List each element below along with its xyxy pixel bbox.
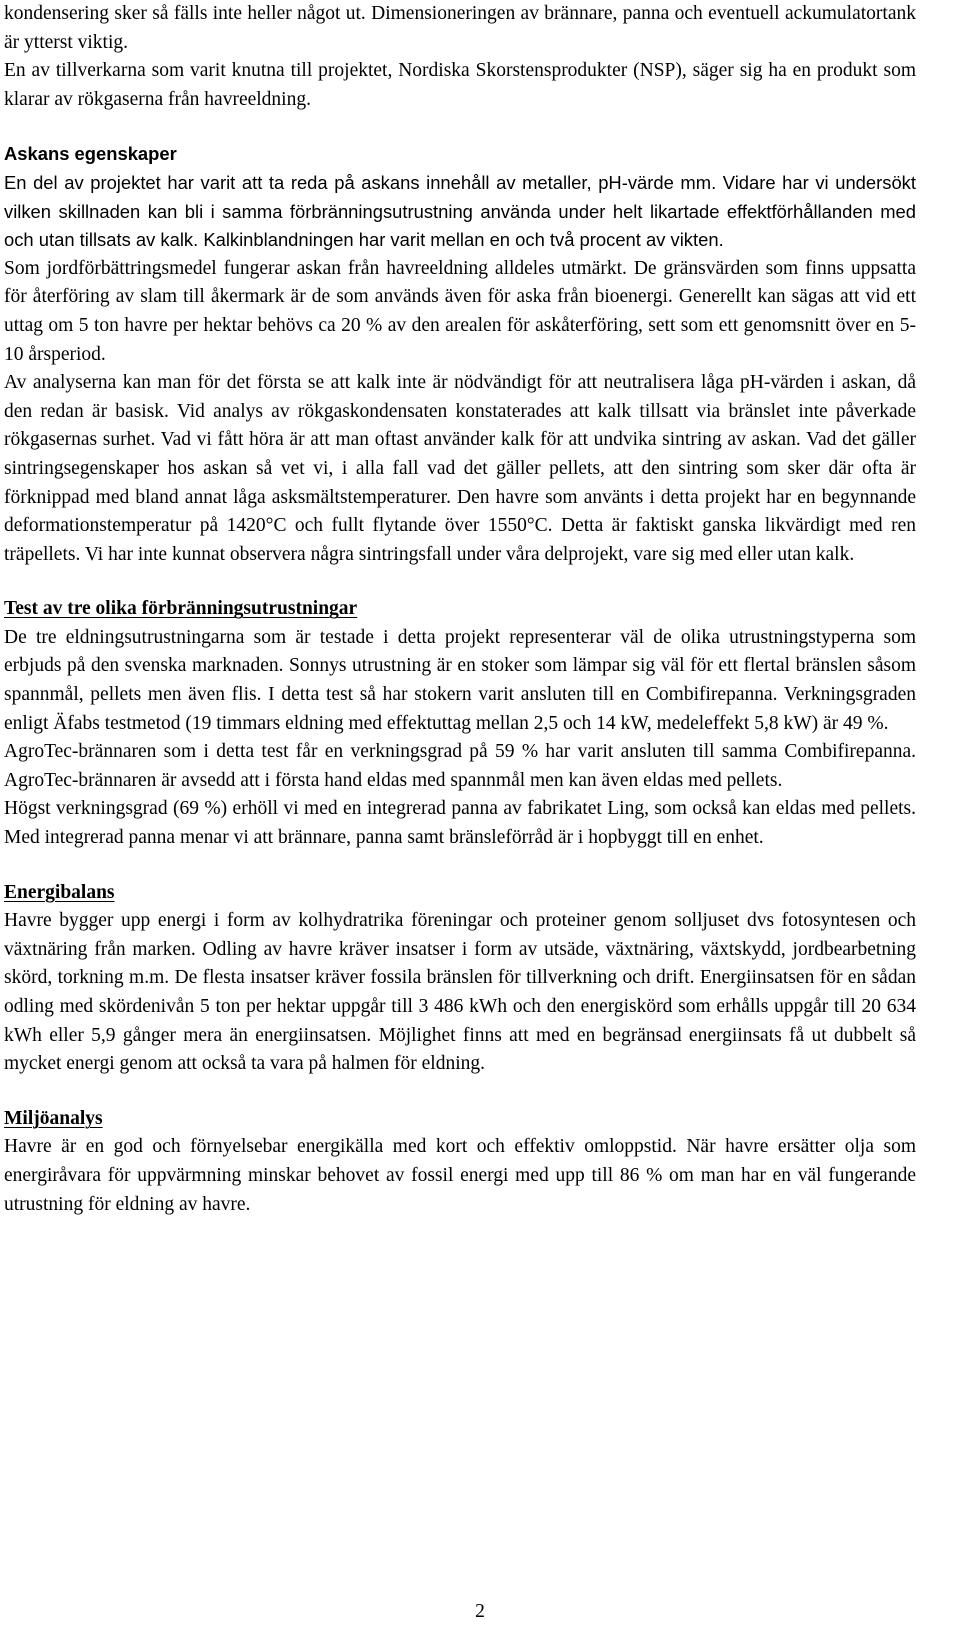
page-number: 2	[475, 1601, 485, 1622]
miljo-section	[4, 1105, 916, 1219]
askans-heading: Askans egenskaper	[4, 143, 177, 165]
intro-paragraph-1: kondensering sker så fälls inte heller något ut. Dimensioneringen av brännare, panna och eventuell ackumulatortank är ytterst viktig.	[4, 3, 916, 53]
document-page	[4, 0, 916, 1219]
intro-section	[4, 0, 916, 114]
test-paragraph-1: De tre eldningsutrustningarna som är testade i detta projekt representerar väl de olika utrustningstyperna som erbjuds på den svenska marknaden. Sonnys utrustning är en stoker som lämpar sig väl för ett flertal bränslen såsom spannmål, pellets men även flis. I detta test så har stokern varit ansluten till en Combifirepanna. Verkningsgraden enligt Äfabs testmetod (19 timmars eldning med effektuttag mellan 2,5 och 14 kW, medeleffekt 5,8 kW) är 49 %.	[4, 626, 916, 734]
miljo-paragraph-1: Havre är en god och förnyelsebar energikälla med kort och effektiv omloppstid. När havre ersätter olja som energiråvara för uppvärmning minskar behovet av fossil energi med upp till 86 % om man har en väl fungerande utrustning för eldning av havre.	[4, 1136, 916, 1215]
intro-paragraph-2: En av tillverkarna som varit knutna till projektet, Nordiska Skorstensprodukter (NSP), säger sig ha en produkt som klarar av rökgaserna från havreeldning.	[4, 60, 916, 110]
askans-paragraph-1: En del av projektet har varit att ta reda på askans innehåll av metaller, pH-värde mm. Vidare har vi undersökt vilken skillnaden kan bli i samma förbränningsutrustning använda under helt likartade effektförhållanden med och utan tillsats av kalk. Kalkinblandningen har varit mellan en och två procent av vikten.	[4, 171, 916, 251]
askans-paragraph-2: Som jordförbättringsmedel fungerar askan från havreeldning alldeles utmärkt. De gränsvärden som finns uppsatta för återföring av slam till åkermark är de som används även för aska från bioenergi. Generellt kan sägas att vid ett uttag om 5 ton havre per hektar behövs ca 20 % av den arealen för askåterföring, sett som ett genomsnitt över en 5-10 årsperiod.	[4, 257, 916, 365]
askans-paragraph-3: Av analyserna kan man för det första se att kalk inte är nödvändigt för att neutralisera låga pH-värden i askan, då den redan är basisk. Vid analys av rökgaskondensaten konstaterades att kalk tillsatt via bränslet inte påverkade rökgasernas surhet. Vad vi fått höra är att man oftast använder kalk för att undvika sintring av askan. Vad det gäller sintringsegenskaper hos askan så vet vi, i alla fall vad det gäller pellets, att den sintring som sker där ofta är förknippad med bland annat låga asksmältstemperaturer. Den havre som använts i detta projekt har en begynnande deformationstemperatur på 1420°C och fullt flytande över 1550°C. Detta är faktiskt ganska likvärdigt med ren träpellets. Vi har inte kunnat observera några sintringsfall under våra delprojekt, vare sig med eller utan kalk.	[4, 372, 916, 565]
energibalans-heading: Energibalans	[4, 881, 115, 903]
test-paragraph-3: Högst verkningsgrad (69 %) erhöll vi med en integrerad panna av fabrikatet Ling, som också kan eldas med pellets. Med integrerad panna menar vi att brännare, panna samt bränsleförråd är i hopbyggt till en enhet.	[4, 798, 916, 849]
energibalans-paragraph-1: Havre bygger upp energi i form av kolhydratrika föreningar och proteiner genom solljuset dvs fotosyntesen och växtnäring från marken. Odling av havre kräver insatser i form av utsäde, växtnäring, växtskydd, jordbearbetning skörd, torkning m.m. De flesta insatser kräver fossila bränslen för tillverkning och drift. Energiinsatsen för en sådan odling med skördenivån 5 ton per hektar uppgår till 3 486 kWh och den energiskörd som erhålls uppgår till 20 634 kWh eller 5,9 gånger mera än energiinsatsen. Möjlighet finns att med en begränsad energiinsats få ut dubbelt så mycket energi genom att också ta vara på halmen för eldning.	[4, 910, 916, 1075]
miljo-heading: Miljöanalys	[4, 1107, 103, 1129]
test-paragraph-2: AgroTec-brännaren som i detta test får en verkningsgrad på 59 % har varit ansluten till samma Combifirepanna. AgroTec-brännaren är avsedd att i första hand eldas med spannmål men kan även eldas med pellets.	[4, 741, 916, 791]
test-section	[4, 595, 916, 852]
askans-section	[4, 140, 916, 569]
test-heading: Test av tre olika förbränningsutrustningar	[4, 598, 358, 620]
energibalans-section	[4, 879, 916, 1079]
